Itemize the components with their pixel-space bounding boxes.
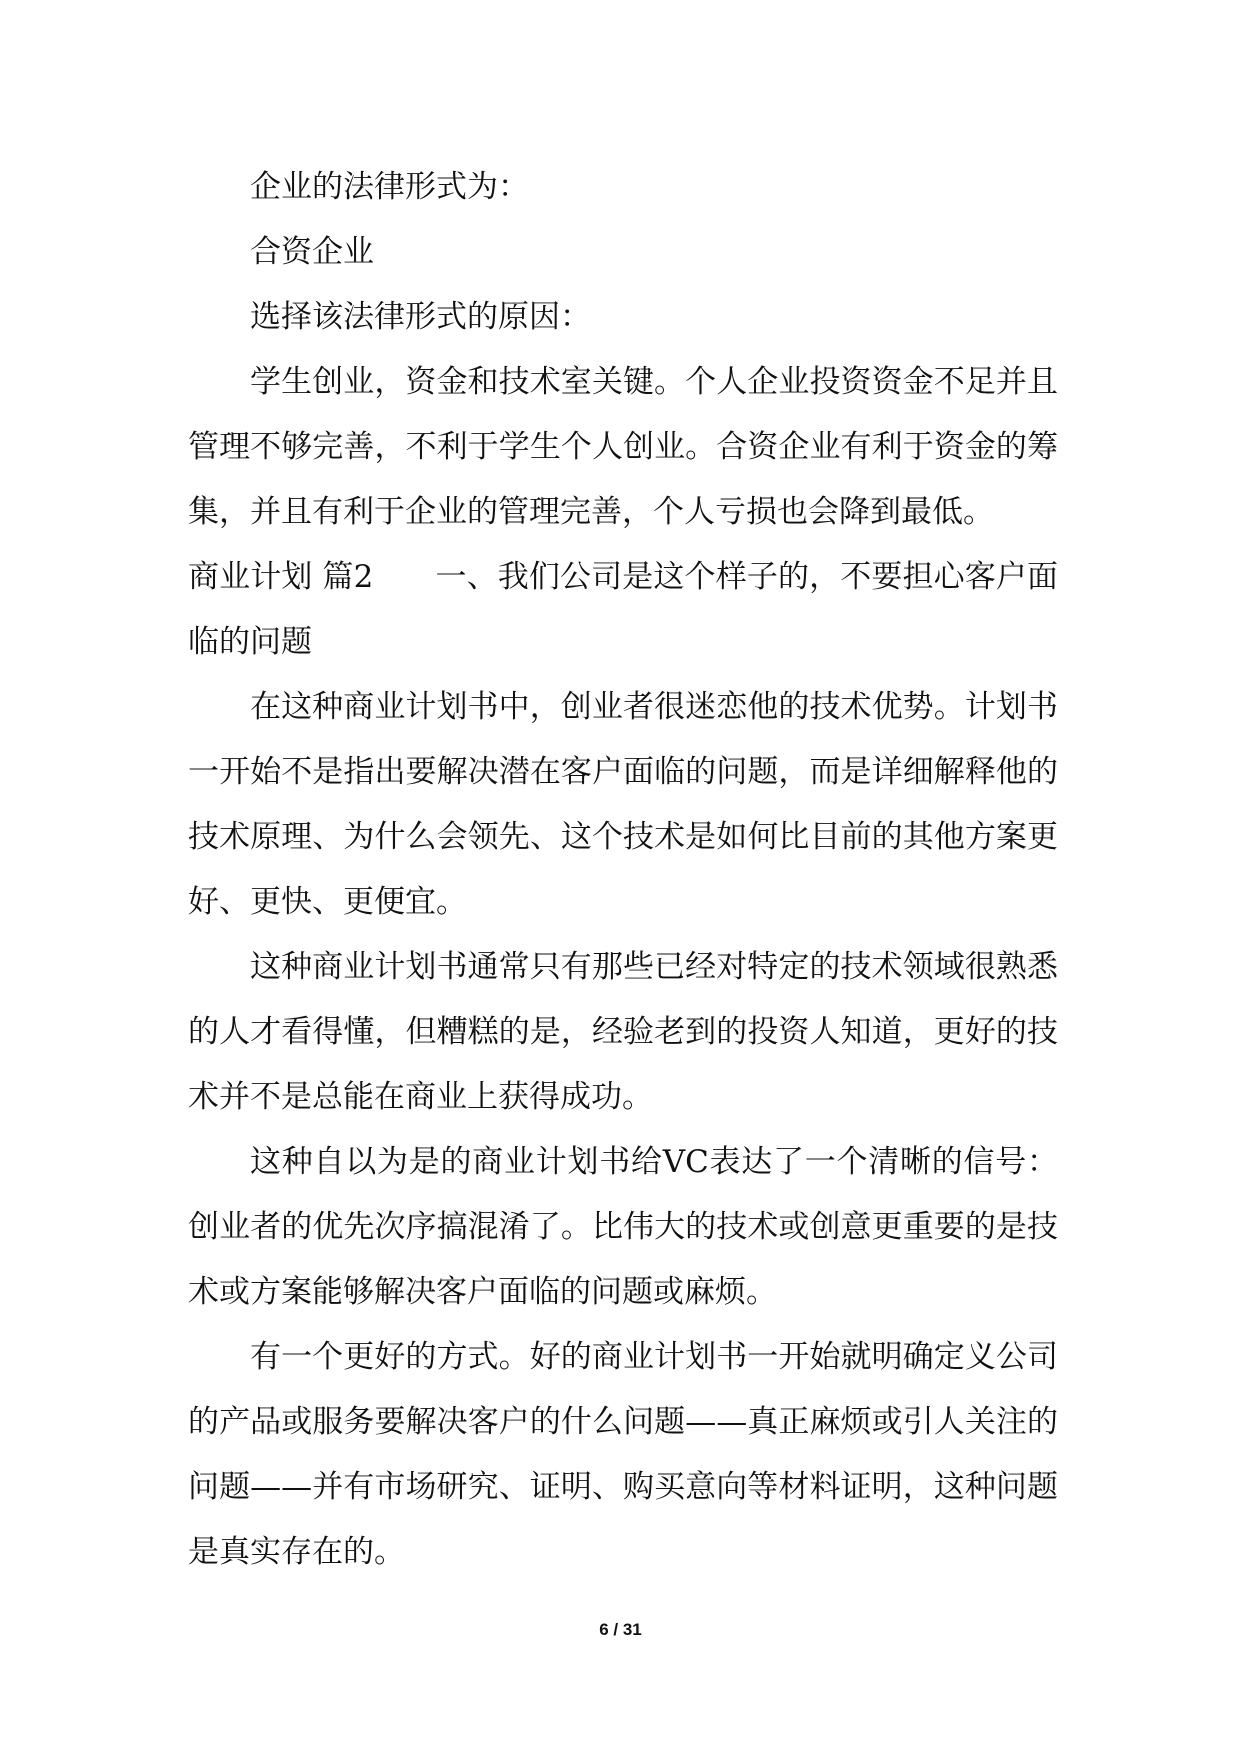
paragraph-reason-label: 选择该法律形式的原因： xyxy=(250,299,591,335)
paragraph-better-way: 有一个更好的方式。好的商业计划书一开始就明确定义公司的产品或服务要解决客户的什么问题——真正麻烦或引人关注的问题——并有市场研究、证明、购买意向等材料证明，这种问题是真实存在的。 xyxy=(188,1339,1058,1570)
section-heading-label: 商业计划 篇2 xyxy=(188,559,374,595)
paragraph-reason-text: 学生创业，资金和技术室关键。个人企业投资资金不足并且管理不够完善，不利于学生个人创业。合资企业有利于资金的筹集，并且有利于企业的管理完善，个人亏损也会降到最低。 xyxy=(188,364,1058,530)
paragraph-legal-form-value: 合资企业 xyxy=(250,234,374,270)
paragraph-legal-form-label: 企业的法律形式为： xyxy=(250,169,529,205)
document-body xyxy=(188,155,1058,1585)
paragraph-tech-readers: 这种商业计划书通常只有那些已经对特定的技术领域很熟悉的人才看得懂，但糟糕的是，经验老到的投资人知道，更好的技术并不是总能在商业上获得成功。 xyxy=(188,949,1058,1115)
page-number: 6 / 31 xyxy=(599,1620,642,1639)
section-heading xyxy=(188,545,1058,675)
section-heading-text: 一、我们公司是这个样子的，不要担心客户面临的问题 xyxy=(188,559,1059,660)
paragraph-tech-obsession: 在这种商业计划书中，创业者很迷恋他的技术优势。计划书一开始不是指出要解决潜在客户面临的问题，而是详细解释他的技术原理、为什么会领先、这个技术是如何比目前的其他方案更好、更快、更便宜。 xyxy=(188,689,1058,920)
paragraph-vc-signal: 这种自以为是的商业计划书给VC表达了一个清晰的信号：创业者的优先次序搞混淆了。比伟大的技术或创意更重要的是技术或方案能够解决客户面临的问题或麻烦。 xyxy=(188,1144,1058,1310)
